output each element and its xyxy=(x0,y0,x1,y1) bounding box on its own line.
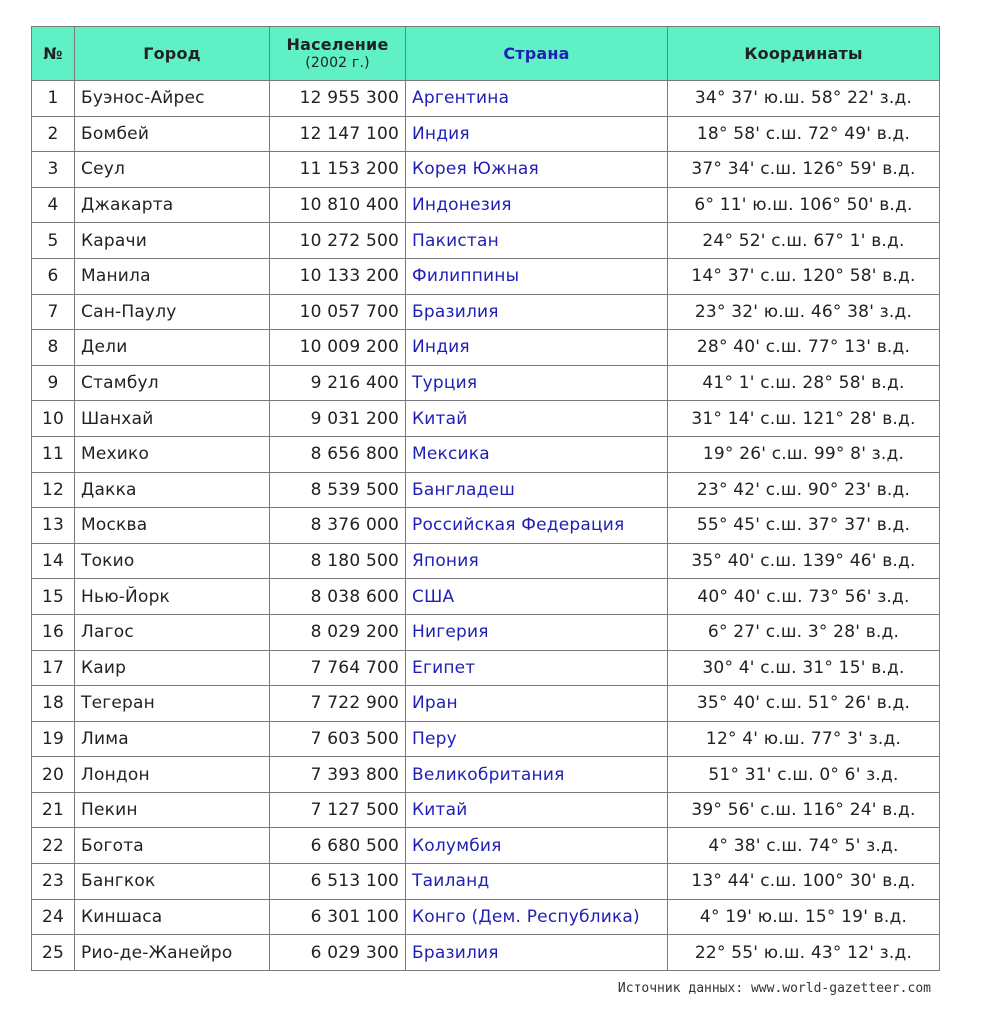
country-cell xyxy=(406,223,668,259)
population-value: 10 133 200 xyxy=(270,258,406,294)
row-number: 15 xyxy=(32,579,75,615)
country-cell xyxy=(406,187,668,223)
population-value: 7 393 800 xyxy=(270,757,406,793)
row-number: 14 xyxy=(32,543,75,579)
country-cell xyxy=(406,81,668,117)
coordinates-value: 55° 45' с.ш. 37° 37' в.д. xyxy=(668,508,940,544)
coordinates-value: 28° 40' с.ш. 77° 13' в.д. xyxy=(668,330,940,366)
page-content xyxy=(31,26,939,996)
country-link[interactable]: Таиланд xyxy=(412,871,490,892)
coordinates-value: 41° 1' с.ш. 28° 58' в.д. xyxy=(668,365,940,401)
city-name: Нью-Йорк xyxy=(75,579,270,615)
row-number: 5 xyxy=(32,223,75,259)
table-body xyxy=(32,81,940,971)
column-header-population xyxy=(270,27,406,81)
population-value: 7 603 500 xyxy=(270,721,406,757)
country-link[interactable]: Корея Южная xyxy=(412,159,539,180)
city-name: Сеул xyxy=(75,152,270,188)
city-name: Бангкок xyxy=(75,864,270,900)
coordinates-value: 6° 11' ю.ш. 106° 50' в.д. xyxy=(668,187,940,223)
population-value: 10 810 400 xyxy=(270,187,406,223)
coordinates-value: 23° 32' ю.ш. 46° 38' з.д. xyxy=(668,294,940,330)
coordinates-value: 24° 52' с.ш. 67° 1' в.д. xyxy=(668,223,940,259)
city-name: Лима xyxy=(75,721,270,757)
city-name: Дели xyxy=(75,330,270,366)
city-name: Богота xyxy=(75,828,270,864)
city-name: Мехико xyxy=(75,436,270,472)
country-link[interactable]: Конго (Дем. Республика) xyxy=(412,906,640,927)
data-source-note: Источник данных: www.world-gazetteer.com xyxy=(617,980,931,996)
coordinates-value: 35° 40' с.ш. 51° 26' в.д. xyxy=(668,686,940,722)
table-row xyxy=(32,401,940,437)
table-row xyxy=(32,614,940,650)
city-name: Дакка xyxy=(75,472,270,508)
table-row xyxy=(32,152,940,188)
coordinates-value: 4° 19' ю.ш. 15° 19' в.д. xyxy=(668,899,940,935)
country-cell xyxy=(406,152,668,188)
table-row xyxy=(32,258,940,294)
table-row xyxy=(32,899,940,935)
table-row xyxy=(32,864,940,900)
country-cell xyxy=(406,472,668,508)
row-number: 13 xyxy=(32,508,75,544)
row-number: 25 xyxy=(32,935,75,971)
population-value: 7 764 700 xyxy=(270,650,406,686)
country-link[interactable]: Российская Федерация xyxy=(412,515,625,536)
country-link[interactable]: Бразилия xyxy=(412,942,499,963)
city-name: Джакарта xyxy=(75,187,270,223)
city-name: Карачи xyxy=(75,223,270,259)
column-header-country[interactable]: Страна xyxy=(406,27,668,81)
country-link[interactable]: Перу xyxy=(412,728,457,749)
row-number: 19 xyxy=(32,721,75,757)
row-number: 16 xyxy=(32,614,75,650)
city-name: Рио-де-Жанейро xyxy=(75,935,270,971)
population-value: 8 029 200 xyxy=(270,614,406,650)
row-number: 8 xyxy=(32,330,75,366)
row-number: 6 xyxy=(32,258,75,294)
city-name: Манила xyxy=(75,258,270,294)
country-link[interactable]: Бразилия xyxy=(412,301,499,322)
column-header-coords: Координаты xyxy=(668,27,940,81)
population-value: 8 038 600 xyxy=(270,579,406,615)
country-cell xyxy=(406,436,668,472)
cities-table xyxy=(31,26,940,971)
population-value: 9 031 200 xyxy=(270,401,406,437)
country-link[interactable]: Великобритания xyxy=(412,764,565,785)
coordinates-value: 19° 26' с.ш. 99° 8' з.д. xyxy=(668,436,940,472)
country-link[interactable]: Индия xyxy=(412,123,470,144)
row-number: 7 xyxy=(32,294,75,330)
table-row xyxy=(32,294,940,330)
column-header-num: № xyxy=(32,27,75,81)
country-cell xyxy=(406,864,668,900)
table-row xyxy=(32,543,940,579)
country-link[interactable]: Аргентина xyxy=(412,88,510,109)
population-value: 6 513 100 xyxy=(270,864,406,900)
country-link[interactable]: Индонезия xyxy=(412,195,512,216)
city-name: Киншаса xyxy=(75,899,270,935)
city-name: Сан-Паулу xyxy=(75,294,270,330)
row-number: 18 xyxy=(32,686,75,722)
country-cell xyxy=(406,686,668,722)
table-row xyxy=(32,792,940,828)
row-number: 12 xyxy=(32,472,75,508)
country-cell xyxy=(406,935,668,971)
table-row xyxy=(32,81,940,117)
country-link[interactable]: Бангладеш xyxy=(412,479,515,500)
coordinates-value: 39° 56' с.ш. 116° 24' в.д. xyxy=(668,792,940,828)
coordinates-value: 34° 37' ю.ш. 58° 22' з.д. xyxy=(668,81,940,117)
population-value: 7 722 900 xyxy=(270,686,406,722)
city-name: Стамбул xyxy=(75,365,270,401)
coordinates-value: 51° 31' с.ш. 0° 6' з.д. xyxy=(668,757,940,793)
country-cell xyxy=(406,614,668,650)
table-row xyxy=(32,721,940,757)
table-row xyxy=(32,650,940,686)
table-row xyxy=(32,116,940,152)
coordinates-value: 14° 37' с.ш. 120° 58' в.д. xyxy=(668,258,940,294)
row-number: 17 xyxy=(32,650,75,686)
population-value: 6 301 100 xyxy=(270,899,406,935)
country-link[interactable]: Турция xyxy=(412,373,478,394)
city-name: Лагос xyxy=(75,614,270,650)
population-value: 8 376 000 xyxy=(270,508,406,544)
country-cell xyxy=(406,294,668,330)
country-link[interactable]: Филиппины xyxy=(412,266,520,287)
row-number: 2 xyxy=(32,116,75,152)
population-value: 7 127 500 xyxy=(270,792,406,828)
row-number: 23 xyxy=(32,864,75,900)
table-row xyxy=(32,223,940,259)
coordinates-value: 18° 58' с.ш. 72° 49' в.д. xyxy=(668,116,940,152)
city-name: Бомбей xyxy=(75,116,270,152)
city-name: Токио xyxy=(75,543,270,579)
country-cell xyxy=(406,116,668,152)
row-number: 20 xyxy=(32,757,75,793)
table-row xyxy=(32,935,940,971)
coordinates-value: 6° 27' с.ш. 3° 28' в.д. xyxy=(668,614,940,650)
country-link[interactable]: Пакистан xyxy=(412,230,499,251)
country-cell xyxy=(406,258,668,294)
table-row xyxy=(32,330,940,366)
country-cell xyxy=(406,828,668,864)
country-link[interactable]: Египет xyxy=(412,657,476,678)
population-value: 12 147 100 xyxy=(270,116,406,152)
country-link[interactable]: Япония xyxy=(412,551,479,572)
row-number: 24 xyxy=(32,899,75,935)
coordinates-value: 4° 38' с.ш. 74° 5' з.д. xyxy=(668,828,940,864)
population-value: 6 680 500 xyxy=(270,828,406,864)
column-header-city: Город xyxy=(75,27,270,81)
city-name: Пекин xyxy=(75,792,270,828)
table-row xyxy=(32,686,940,722)
country-link[interactable]: США xyxy=(412,586,455,607)
table-header-row xyxy=(32,27,940,81)
table-row xyxy=(32,508,940,544)
country-cell xyxy=(406,650,668,686)
country-cell xyxy=(406,508,668,544)
country-link[interactable]: Колумбия xyxy=(412,835,502,856)
country-link[interactable]: Индия xyxy=(412,337,470,358)
coordinates-value: 30° 4' с.ш. 31° 15' в.д. xyxy=(668,650,940,686)
table-row xyxy=(32,757,940,793)
country-link[interactable]: Китай xyxy=(412,800,468,821)
city-name: Лондон xyxy=(75,757,270,793)
country-link[interactable]: Нигерия xyxy=(412,622,489,643)
country-cell xyxy=(406,330,668,366)
coordinates-value: 13° 44' с.ш. 100° 30' в.д. xyxy=(668,864,940,900)
table-row xyxy=(32,365,940,401)
row-number: 9 xyxy=(32,365,75,401)
population-value: 6 029 300 xyxy=(270,935,406,971)
city-name: Шанхай xyxy=(75,401,270,437)
population-value: 8 180 500 xyxy=(270,543,406,579)
table-row xyxy=(32,472,940,508)
row-number: 22 xyxy=(32,828,75,864)
coordinates-value: 23° 42' с.ш. 90° 23' в.д. xyxy=(668,472,940,508)
coordinates-value: 35° 40' с.ш. 139° 46' в.д. xyxy=(668,543,940,579)
row-number: 4 xyxy=(32,187,75,223)
country-link[interactable]: Иран xyxy=(412,693,458,714)
population-value: 12 955 300 xyxy=(270,81,406,117)
population-value: 10 009 200 xyxy=(270,330,406,366)
country-link[interactable]: Мексика xyxy=(412,444,490,465)
population-value: 11 153 200 xyxy=(270,152,406,188)
city-name: Буэнос-Айрес xyxy=(75,81,270,117)
row-number: 3 xyxy=(32,152,75,188)
row-number: 1 xyxy=(32,81,75,117)
table-row xyxy=(32,828,940,864)
population-value: 10 272 500 xyxy=(270,223,406,259)
country-cell xyxy=(406,543,668,579)
country-cell xyxy=(406,757,668,793)
city-name: Москва xyxy=(75,508,270,544)
country-cell xyxy=(406,899,668,935)
country-cell xyxy=(406,792,668,828)
table-row xyxy=(32,436,940,472)
coordinates-value: 40° 40' с.ш. 73° 56' з.д. xyxy=(668,579,940,615)
population-value: 9 216 400 xyxy=(270,365,406,401)
coordinates-value: 22° 55' ю.ш. 43° 12' з.д. xyxy=(668,935,940,971)
coordinates-value: 31° 14' с.ш. 121° 28' в.д. xyxy=(668,401,940,437)
table-row xyxy=(32,579,940,615)
row-number: 11 xyxy=(32,436,75,472)
coordinates-value: 12° 4' ю.ш. 77° 3' з.д. xyxy=(668,721,940,757)
row-number: 10 xyxy=(32,401,75,437)
column-header-population-year: (2002 г.) xyxy=(305,54,370,71)
city-name: Тегеран xyxy=(75,686,270,722)
population-value: 8 539 500 xyxy=(270,472,406,508)
country-cell xyxy=(406,721,668,757)
country-cell xyxy=(406,365,668,401)
table-row xyxy=(32,187,940,223)
population-value: 8 656 800 xyxy=(270,436,406,472)
column-header-population-label: Население xyxy=(286,34,389,54)
country-link[interactable]: Китай xyxy=(412,408,468,429)
city-name: Каир xyxy=(75,650,270,686)
population-value: 10 057 700 xyxy=(270,294,406,330)
row-number: 21 xyxy=(32,792,75,828)
country-cell xyxy=(406,401,668,437)
coordinates-value: 37° 34' с.ш. 126° 59' в.д. xyxy=(668,152,940,188)
country-cell xyxy=(406,579,668,615)
